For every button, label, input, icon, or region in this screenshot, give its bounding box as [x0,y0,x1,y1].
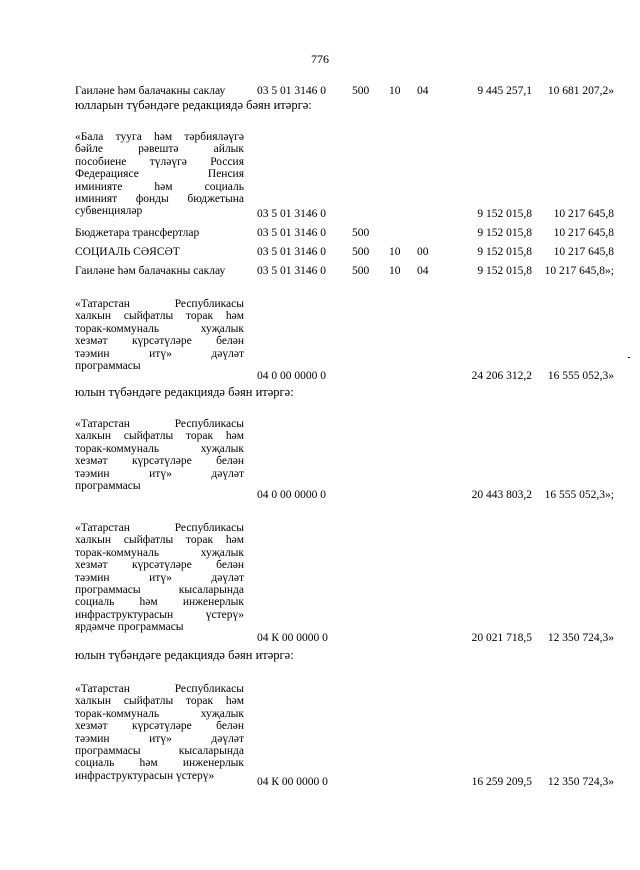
paragraph-line: «Татарстан Республикасы [75,683,244,695]
row-sum-2021: 9 152 015,8 [477,246,532,258]
row-sum-2022: 16 555 052,3»; [544,489,614,501]
row-rz: 10 [389,246,401,258]
paragraph-name [75,418,244,492]
paragraph-line: хезмәт күрсәтүләре белән [75,455,244,468]
row-sum-2022: 10 217 645,8 [553,246,614,258]
paragraph-line: тәэмин итү» дәүләт [75,467,244,480]
paragraph-line: «Татарстан Республикасы [75,522,244,534]
paragraph-line: торак-коммуналь хуҗалык [75,442,244,455]
row-sum-2021: 20 021 718,5 [471,632,532,644]
row-name: СОЦИАЛЬ СӘЯСӘТ [75,246,180,258]
paragraph-line: бәйле рәвештә айлык [75,143,244,156]
paragraph-line: иминияте һәм социаль [75,180,244,193]
paragraph-line: социаль һәм инженерлык [75,596,244,609]
margin-mark [628,357,630,358]
row-sum-2021: 16 259 209,5 [471,776,532,788]
paragraph-line: программасы кысаларында [75,745,244,758]
paragraph-name [75,298,244,372]
row-sum-2022: 10 681 207,2» [547,85,614,97]
row-sum-2022: 12 350 724,3» [547,632,614,644]
paragraph-line: хезмәт күрсәтүләре белән [75,335,244,348]
row-sum-2021: 9 445 257,1 [477,85,532,97]
paragraph-line: социаль һәм инженерлык [75,757,244,770]
table-row [0,488,640,502]
row-code: 03 5 01 3146 0 [257,208,326,220]
row-pr: 00 [417,246,429,258]
table-row [0,631,640,645]
page-number: 776 [311,52,329,66]
row-pr: 04 [417,265,429,277]
row-pr: 04 [417,85,429,97]
row-sum-2022: 10 217 645,8»; [544,265,614,277]
table-row [0,264,640,278]
table-row [0,207,640,221]
paragraph-line: программасы [75,480,141,493]
paragraph-name [75,131,244,218]
row-code: 04 0 00 0000 0 [257,489,326,501]
paragraph-line: халкын сыйфатлы торак һәм [75,695,244,708]
row-sum-2022: 12 350 724,3» [547,776,614,788]
paragraph-line: халкын сыйфатлы торак һәм [75,310,244,323]
row-name: Гаиләне һәм балачакны саклау [75,85,226,97]
instruction-text: юлын түбәндәге редакциядә бәян итәргә: [75,648,294,662]
row-code: 03 5 01 3146 0 [257,265,326,277]
paragraph-line: «Татарстан Республикасы [75,298,244,310]
paragraph-line: ярдәмче программасы [75,621,184,634]
row-vr: 500 [352,265,370,277]
row-sum-2022: 16 555 052,3» [547,370,614,382]
table-row [0,775,640,789]
row-sum-2022: 10 217 645,8 [553,227,614,239]
row-vr: 500 [352,227,370,239]
row-code: 04 0 00 0000 0 [257,370,326,382]
paragraph-line: инфраструктурасын үстерү» [75,608,244,621]
paragraph-line: «Татарстан Республикасы [75,418,244,430]
row-sum-2022: 10 217 645,8 [553,208,614,220]
paragraph-name [75,683,244,782]
paragraph-line: пособиене түләүгә Россия [75,155,244,168]
row-sum-2021: 9 152 015,8 [477,265,532,277]
paragraph-line: субвенцияләр [75,205,143,218]
row-code: 04 К 00 0000 0 [257,776,328,788]
row-rz: 10 [389,265,401,277]
paragraph-line: торак-коммуналь хуҗалык [75,322,244,335]
instruction-text: юлларын түбәндәге редакциядә бәян итәргә: [75,98,312,112]
table-row [0,245,640,259]
paragraph-line: хезмәт күрсәтүләре белән [75,720,244,733]
paragraph-line: иминият фонды бюджетына [75,193,244,206]
row-code: 03 5 01 3146 0 [257,227,326,239]
row-name: Бюджетара трансфертлар [75,227,200,239]
table-row [0,369,640,383]
paragraph-line: хезмәт күрсәтүләре белән [75,559,244,572]
paragraph-line: халкын сыйфатлы торак һәм [75,430,244,443]
instruction-text: юлын түбәндәге редакциядә бәян итәргә: [75,385,294,399]
paragraph-name [75,522,244,634]
row-name: Гаиләне һәм балачакны саклау [75,265,226,277]
paragraph-line: инфраструктурасын үстерү» [75,769,215,782]
row-sum-2021: 9 152 015,8 [477,208,532,220]
paragraph-line: халкын сыйфатлы торак һәм [75,534,244,547]
row-vr: 500 [352,246,370,258]
paragraph-line: программасы [75,360,141,373]
paragraph-line: торак-коммуналь хуҗалык [75,546,244,559]
paragraph-line: тәэмин итү» дәүләт [75,571,244,584]
paragraph-line: торак-коммуналь хуҗалык [75,707,244,720]
row-code: 04 К 00 0000 0 [257,632,328,644]
paragraph-line: тәэмин итү» дәүләт [75,732,244,745]
row-sum-2021: 9 152 015,8 [477,227,532,239]
table-row [0,226,640,240]
paragraph-line: программасы кысаларында [75,584,244,597]
row-vr: 500 [352,85,370,97]
paragraph-line: тәэмин итү» дәүләт [75,347,244,360]
paragraph-line: Федерациясе Пенсия [75,168,244,181]
row-sum-2021: 20 443 803,2 [471,489,532,501]
row-rz: 10 [389,85,401,97]
paragraph-line: «Бала тууга һәм тәрбияләүгә [75,131,244,143]
row-code: 03 5 01 3146 0 [257,246,326,258]
table-row [0,84,640,98]
row-sum-2021: 24 206 312,2 [471,370,532,382]
row-code: 03 5 01 3146 0 [257,85,326,97]
